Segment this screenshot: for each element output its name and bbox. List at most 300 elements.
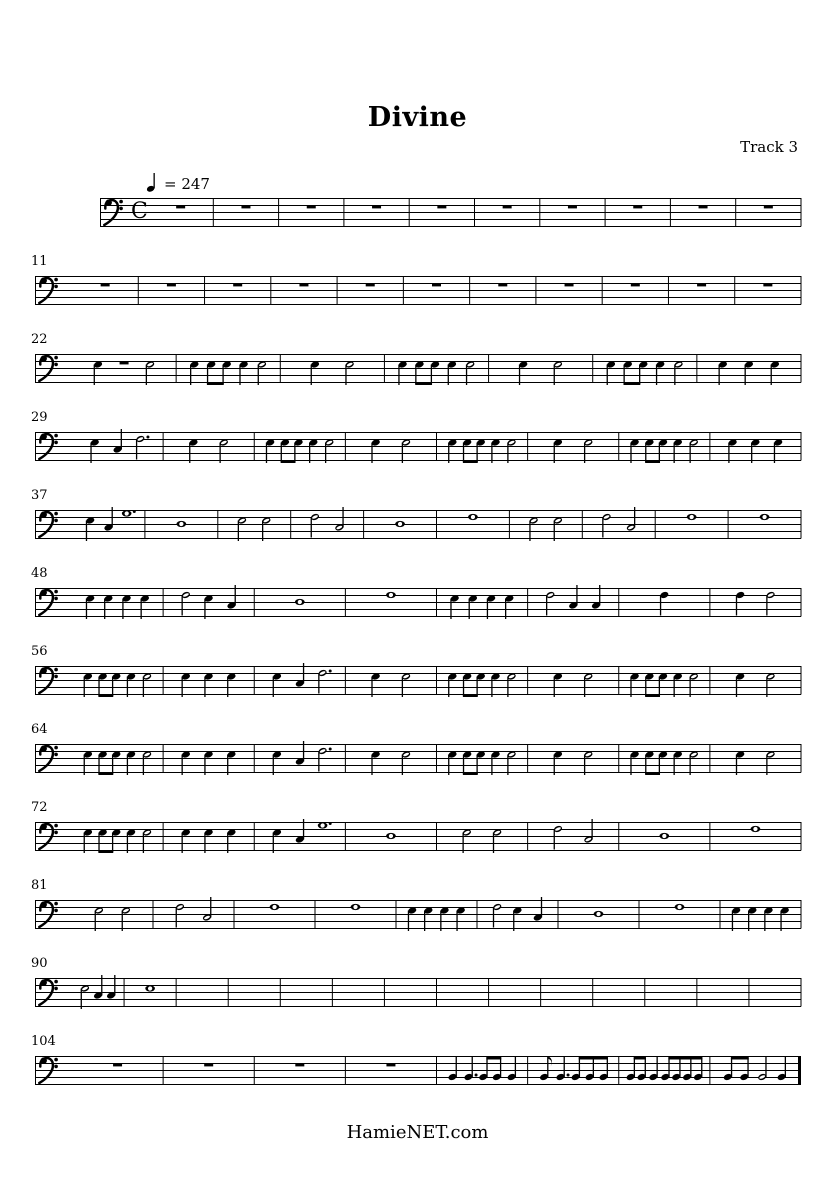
measure [699,205,708,208]
measure [728,438,783,463]
note [272,828,282,853]
note [122,510,136,517]
note [227,672,237,697]
note [689,750,699,775]
whole-rest [503,205,512,208]
note [780,906,790,931]
barline [234,900,235,929]
note [660,833,670,839]
barline [280,978,281,1007]
measure-number-label: 48 [31,566,48,581]
note [272,672,282,697]
note [126,672,136,697]
barline [801,432,802,461]
note [237,516,247,541]
barline [345,432,346,461]
barline [592,354,593,383]
note [553,360,563,385]
barline [801,276,802,305]
barline [592,978,593,1007]
barline [345,744,346,773]
note [257,360,267,385]
barline [153,900,154,929]
measure [398,360,475,385]
barline [35,1056,36,1085]
note [507,672,517,697]
tempo-value: = 247 [164,175,210,193]
note [674,360,684,385]
measure [386,1063,395,1066]
note [126,750,136,775]
measure [630,672,699,697]
measure [553,438,593,463]
measure [448,438,517,463]
barline [278,198,279,227]
barline [728,510,729,539]
whole-rest [565,283,574,286]
measure [565,283,574,286]
note [486,594,496,619]
barline [709,822,710,851]
measure [233,283,242,286]
measure [503,205,512,208]
barline [558,900,559,929]
measure [351,904,361,910]
measure-number-label: 64 [31,722,48,737]
barline [204,276,205,305]
barline [469,276,470,305]
note [731,906,741,931]
note [145,360,155,385]
barline [337,276,338,305]
note [456,906,466,931]
barline [254,822,255,851]
staff-system-5 [35,476,805,562]
note [545,591,555,616]
note [448,438,458,463]
track-label: Track 3 [740,138,798,156]
measure [101,283,110,286]
barline [436,588,437,617]
note [135,435,149,460]
measure [450,594,515,619]
note [423,906,433,931]
whole-rest [307,205,316,208]
note [648,1057,658,1082]
note [689,438,699,463]
note [583,438,593,463]
beamed-notes [462,672,485,697]
barline [801,510,802,539]
time-signature: C [131,199,148,224]
note [507,1057,517,1082]
barline [540,978,541,1007]
note [764,906,774,931]
beamed-notes [623,360,648,385]
note [181,672,191,697]
measure [295,599,305,605]
barline [527,588,528,617]
note [673,438,683,463]
whole-rest [101,283,110,286]
measure [602,507,636,538]
note [766,750,776,775]
note [773,438,783,463]
measure [181,672,236,697]
note [630,750,640,775]
barline [477,900,478,929]
staff-system-2 [35,242,805,328]
beamed-notes [462,750,485,775]
note [465,360,475,385]
barline [709,666,710,695]
measure [568,205,577,208]
staff-system-9 [35,788,805,874]
note [345,360,355,385]
note [227,750,237,775]
beamed-notes [98,750,121,775]
note [204,672,214,697]
note [204,594,214,619]
barline [213,198,214,227]
barline [332,978,333,1007]
note [142,828,152,853]
staff-system-1 [100,164,805,250]
note [553,438,563,463]
measure [731,906,789,931]
note [583,750,593,775]
barline [254,744,255,773]
measure [83,750,152,775]
barline [801,588,802,617]
barline [696,978,697,1007]
note [553,516,563,541]
measure [177,521,187,527]
barline [639,900,640,929]
note [104,594,114,619]
note [386,833,396,839]
note [744,360,754,385]
whole-rest [568,205,577,208]
measure-number-label: 37 [31,488,48,503]
note [735,672,745,697]
staff-system-7 [35,632,805,718]
measure [529,516,563,541]
measure [372,205,381,208]
note [518,360,528,385]
note [310,360,320,385]
measure-number-label: 72 [31,800,48,815]
note [507,438,517,463]
barline [655,510,656,539]
note [94,906,104,931]
barline [176,978,177,1007]
barline [403,276,404,305]
staff-system-10 [35,866,805,952]
barline [748,978,749,1007]
note [401,438,411,463]
measure [386,592,396,598]
note [204,750,214,775]
barline [801,666,802,695]
measure [181,750,236,775]
barline [618,666,619,695]
barline [605,198,606,227]
note [689,672,699,697]
measure [204,1063,213,1066]
note [142,672,152,697]
note [398,360,408,385]
staff-system-11 [35,944,805,1030]
whole-rest [176,205,185,208]
measure-number-label: 11 [31,254,48,269]
note [261,516,271,541]
note [324,438,334,463]
note [507,750,517,775]
barline [734,276,735,305]
barline [254,666,255,695]
barline [280,354,281,383]
barline [436,510,437,539]
measure [371,438,411,463]
note [308,438,318,463]
note [204,828,214,853]
note [85,594,95,619]
barline [217,510,218,539]
note [395,521,405,527]
note [181,828,191,853]
note [450,594,460,619]
barline [345,588,346,617]
note [181,591,191,616]
whole-rest [437,205,446,208]
note [189,360,199,385]
beamed-notes [280,438,303,463]
measure-number-label: 56 [31,644,48,659]
measure [395,521,405,527]
beamed-notes [98,828,121,853]
barline [436,666,437,695]
measure [83,672,152,697]
barline [644,978,645,1007]
measure [265,438,334,463]
note [145,985,155,991]
measure [462,828,502,853]
barline [228,978,229,1007]
barline [527,432,528,461]
measure [760,514,770,520]
barline [527,822,528,851]
note [760,514,770,520]
barline [124,978,125,1007]
whole-rest [167,283,176,286]
barline [35,588,36,617]
measure [687,514,697,520]
barline [801,198,802,227]
measure [594,911,604,917]
note [504,594,514,619]
staff-system-8 [35,710,805,796]
barline [618,432,619,461]
barline [801,822,802,851]
note [718,360,728,385]
barline [345,822,346,851]
barline [535,276,536,305]
note [492,828,502,853]
note [468,594,478,619]
note [121,906,131,931]
note [594,911,604,917]
barline [488,354,489,383]
beamed-notes [462,438,485,463]
barline [527,744,528,773]
measure [697,283,706,286]
whole-rest [366,283,375,286]
barline [100,198,101,227]
note [766,591,776,616]
staff-system-4 [35,398,805,484]
measure [175,897,212,928]
note [126,828,136,853]
measure [145,985,155,991]
page-title: Divine [367,102,468,133]
barline [709,744,710,773]
barline [735,198,736,227]
note [371,672,381,697]
measure [437,205,446,208]
barline [618,744,619,773]
measure [176,205,185,208]
measure [633,205,642,208]
barline [35,432,36,461]
note [181,750,191,775]
measure-number-label: 104 [31,1034,56,1049]
barline [668,276,669,305]
note [770,360,780,385]
measure [270,904,280,910]
note [728,438,738,463]
note [93,360,103,385]
note [673,672,683,697]
barline [254,1056,255,1085]
measure [167,283,176,286]
whole-rest [633,205,642,208]
measure [630,438,699,463]
barline [474,198,475,227]
measure [94,906,131,931]
note [83,750,93,775]
note [295,599,305,605]
measure [630,750,699,775]
measure [237,516,271,541]
beamed-notes [571,1057,609,1082]
barline [539,198,540,227]
whole-rest [204,1063,213,1066]
barline [396,900,397,929]
whole-rest [498,283,507,286]
barline [409,198,410,227]
note [371,438,381,463]
barline [35,510,36,539]
note [448,672,458,697]
note [735,750,745,775]
beamed-notes [206,360,231,385]
measure [751,826,761,832]
note [189,438,199,463]
barline [343,198,344,227]
measure [735,750,775,775]
note [492,903,502,928]
barline [315,900,316,929]
note [491,672,501,697]
barline [582,510,583,539]
note [351,904,361,910]
barline [618,822,619,851]
note [272,750,282,775]
beamed-notes [415,360,440,385]
barline [602,276,603,305]
note [747,906,757,931]
whole-rest [295,1063,304,1066]
note [401,672,411,697]
measure [631,283,640,286]
barline [696,354,697,383]
measure [675,904,685,910]
beamed-notes [645,672,668,697]
measure [448,672,517,697]
barline [176,354,177,383]
barline [384,978,385,1007]
note [751,826,761,832]
barline [138,276,139,305]
measure [181,828,236,853]
barline [35,978,36,1007]
measure [241,205,250,208]
footer-brand: HamieNET.com [346,1122,489,1143]
barline [35,666,36,695]
measure-number-label: 22 [31,332,48,347]
note [630,438,640,463]
measure [518,360,563,385]
barline [35,822,36,851]
barline [709,588,710,617]
barline [254,588,255,617]
measure [295,1063,304,1066]
note [83,828,93,853]
note [318,669,332,694]
note [90,438,100,463]
measure [386,833,396,839]
barline [35,900,36,929]
measure [83,828,152,853]
measure [307,205,316,208]
measure [85,594,150,619]
measure [763,283,772,286]
note [491,750,501,775]
measure [113,1063,122,1066]
barline [618,588,619,617]
note [687,514,697,520]
note [606,360,616,385]
barline [436,744,437,773]
measure [553,819,593,850]
note [140,594,150,619]
note [553,672,563,697]
note [513,906,523,931]
barline [270,276,271,305]
measure [432,283,441,286]
note [265,438,275,463]
